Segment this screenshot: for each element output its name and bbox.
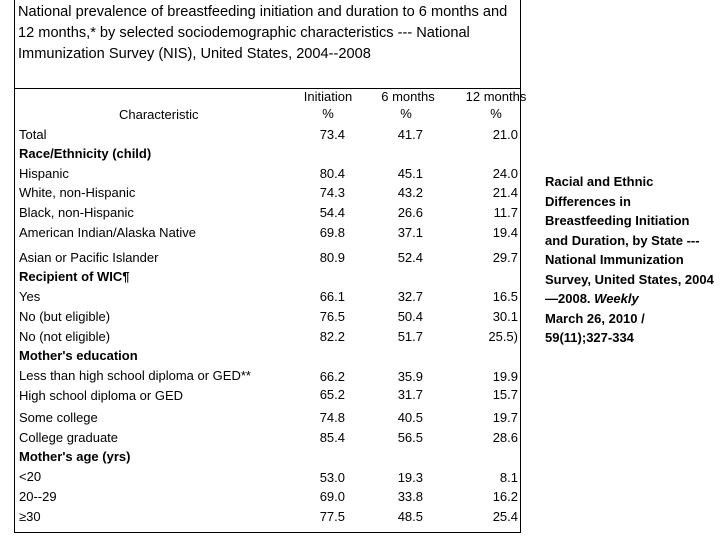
row-initiation: 65.2 [319,387,345,402]
row-6-months: 19.3 [397,470,423,485]
row-initiation: 54.4 [319,205,345,220]
row-12-months: 21.0 [492,127,518,142]
row-initiation: 82.2 [319,329,345,344]
row-label: 20--29 [19,489,57,504]
col-header-initiation: Initiation [303,89,353,104]
row-6-months: 45.1 [397,166,423,181]
row-label: College graduate [19,430,119,445]
row-initiation: 66.1 [319,289,345,304]
row-12-months: 16.2 [492,489,518,504]
row-6-months: 37.1 [397,225,423,240]
row-label: Yes [19,289,41,304]
breastfeeding-table [14,0,527,533]
row-6-months: 41.7 [397,127,423,142]
row-initiation: 53.0 [319,470,345,485]
row-6-months: 51.7 [397,329,423,344]
row-12-months: 19.7 [492,410,518,425]
row-6-months: 48.5 [397,509,423,524]
col-header-12-months-unit: % [490,106,502,121]
col-header-12-months: 12 months [465,89,527,104]
row-12-months: 25.5) [488,329,518,344]
row-12-months: 11.7 [493,205,518,220]
section-heading: Recipient of WIC¶ [19,269,130,284]
row-label: Asian or Pacific Islander [19,250,159,265]
row-initiation: 85.4 [319,430,345,445]
row-6-months: 56.5 [397,430,423,445]
row-6-months: 52.4 [397,250,423,265]
row-initiation: 66.2 [319,369,345,384]
row-label: No (but eligible) [19,309,111,324]
row-6-months: 35.9 [397,369,423,384]
section-heading: Race/Ethnicity (child) [19,146,152,161]
row-12-months: 16.5 [492,289,518,304]
citation-text: Racial and Ethnic Differences in Breastfeeding Initiation and Duration, by State --- National Immunization Survey, United States, 2004—2008. [545,174,714,306]
row-label: White, non-Hispanic [19,185,136,200]
row-12-months: 19.9 [492,369,518,384]
source-citation [545,172,715,348]
row-6-months: 43.2 [397,185,423,200]
col-header-6-months: 6 months [381,89,435,104]
citation-journal: Weekly [594,291,639,306]
row-initiation: 74.3 [319,185,345,200]
row-12-months: 19.4 [492,225,518,240]
row-6-months: 31.7 [397,387,423,402]
row-label: Hispanic [19,166,69,181]
table-title-box [15,0,520,89]
row-12-months: 15.7 [492,387,518,402]
row-label: Black, non-Hispanic [19,205,134,220]
row-6-months: 50.4 [397,309,423,324]
row-initiation: 73.4 [319,127,345,142]
section-heading: Mother's age (yrs) [19,449,131,464]
table-title: National prevalence of breastfeeding initiation and duration to 6 months and 12 months,* by selected sociodemographic characteristics --- National Immunization Survey (NIS), United States, 2004--2008 [18,4,508,62]
citation-date: March 26, 2010 / 59(11);327-334 [545,310,645,345]
row-12-months: 30.1 [492,309,518,324]
col-header-initiation-unit: % [322,106,334,121]
row-initiation: 69.0 [319,489,345,504]
row-label: Less than high school diploma or GED** [19,368,251,383]
row-label: ≥30 [19,509,41,524]
row-initiation: 76.5 [319,309,345,324]
row-label: No (not eligible) [19,329,111,344]
row-label: American Indian/Alaska Native [19,225,197,240]
row-initiation: 80.9 [319,250,345,265]
row-12-months: 21.4 [492,185,518,200]
row-initiation: 69.8 [319,225,345,240]
row-label: High school diploma or GED [19,388,184,403]
row-12-months: 8.1 [499,470,518,485]
col-header-characteristic: Characteristic [119,107,199,122]
row-12-months: 29.7 [492,250,518,265]
col-header-6-months-unit: % [400,106,412,121]
row-label: Total [19,127,47,142]
section-heading: Mother's education [19,348,138,363]
row-12-months: 24.0 [492,166,518,181]
row-12-months: 25.4 [492,509,518,524]
row-initiation: 80.4 [319,166,345,181]
row-initiation: 74.8 [319,410,345,425]
row-6-months: 33.8 [397,489,423,504]
row-initiation: 77.5 [319,509,345,524]
row-label: Some college [19,410,98,425]
row-6-months: 40.5 [397,410,423,425]
row-6-months: 26.6 [397,205,423,220]
row-6-months: 32.7 [397,289,423,304]
row-12-months: 28.6 [492,430,518,445]
row-label: <20 [19,469,42,484]
